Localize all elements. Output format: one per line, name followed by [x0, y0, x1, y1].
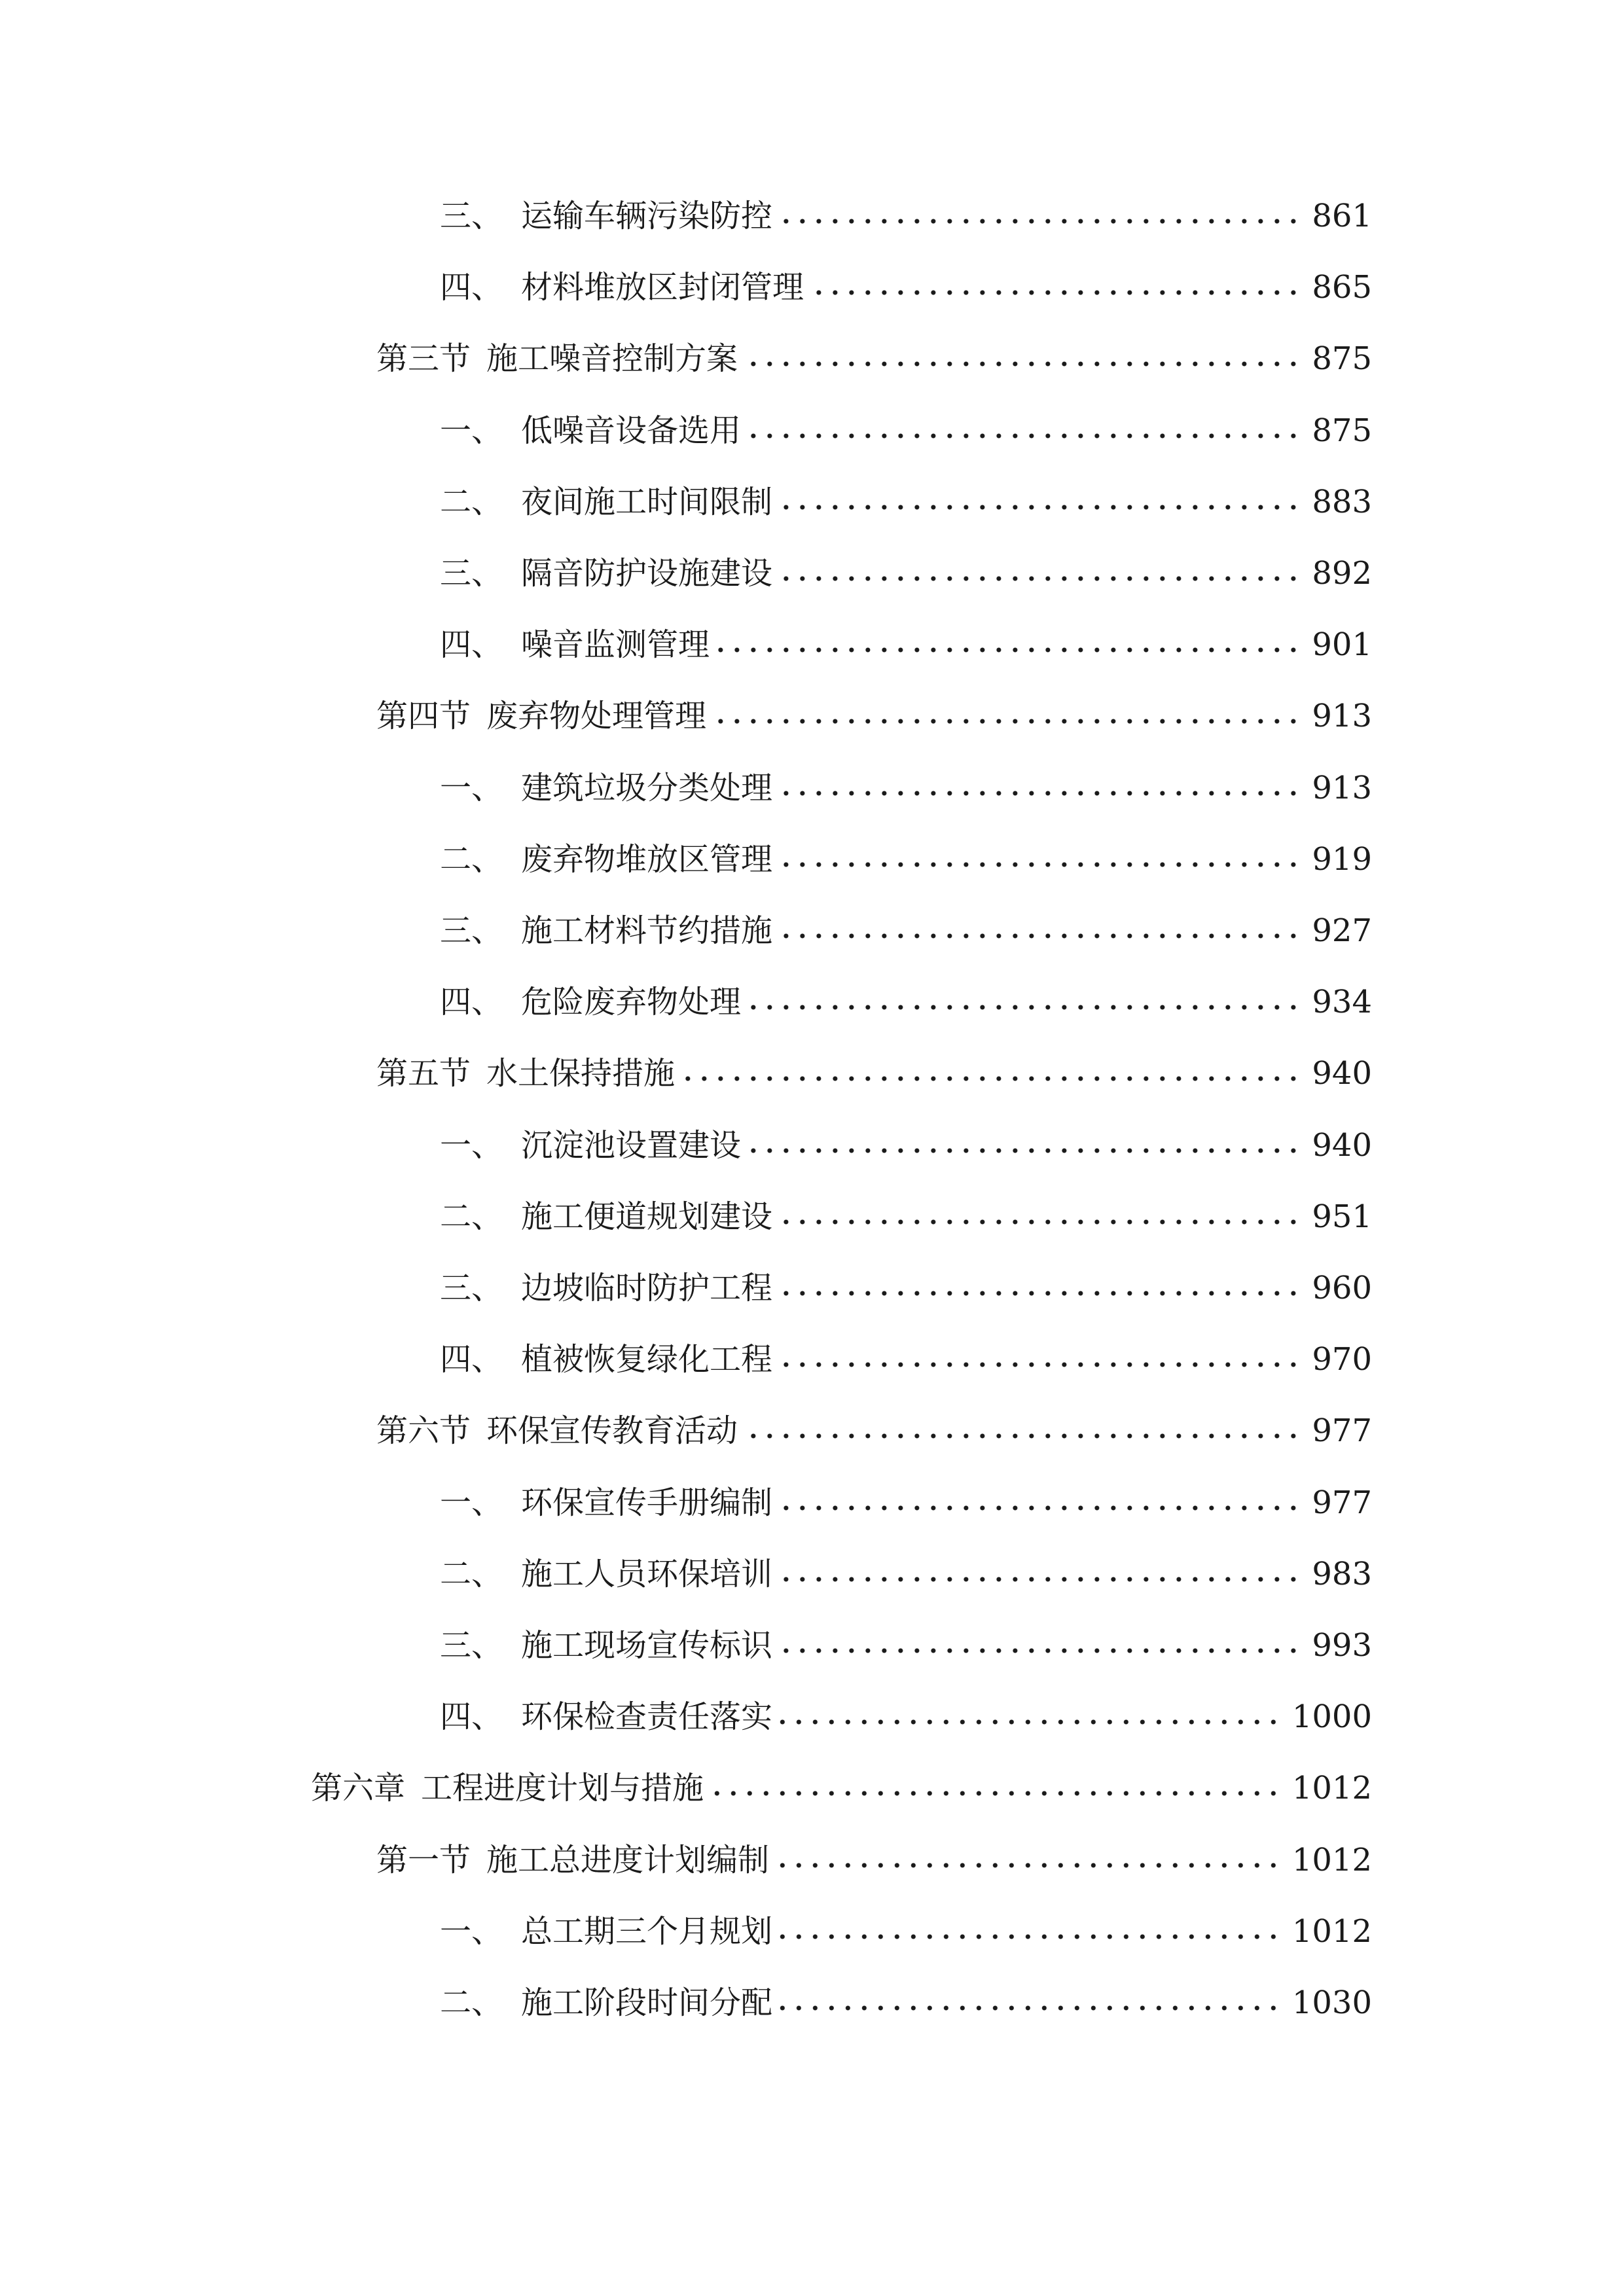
toc-entry[interactable] — [440, 1618, 1372, 1673]
toc-entry-number: 一、 — [440, 412, 503, 449]
toc-entry-number: 第五节 — [376, 1055, 471, 1092]
toc-entry[interactable] — [376, 1046, 1372, 1101]
toc-entry[interactable] — [440, 903, 1372, 958]
toc-entry-title: 噪音监测管理 — [521, 626, 710, 663]
toc-entry-title: 工程进度计划与措施 — [421, 1770, 704, 1806]
toc-entry-page-number: 883 — [1312, 484, 1372, 520]
toc-entry-number: 四、 — [440, 626, 503, 663]
dot-leader — [779, 1641, 1301, 1660]
toc-entry-page-number: 865 — [1312, 269, 1372, 306]
toc-entry-page-number: 960 — [1312, 1270, 1372, 1306]
dot-leader — [779, 926, 1301, 946]
toc-entry[interactable] — [440, 1332, 1372, 1387]
toc-entry-number: 二、 — [440, 841, 503, 878]
toc-entry[interactable] — [440, 761, 1372, 816]
toc-entry-page-number: 1012 — [1291, 1770, 1372, 1806]
dot-leader — [681, 1069, 1301, 1088]
toc-entry-page-number: 1012 — [1291, 1842, 1372, 1878]
toc-entry[interactable] — [311, 1761, 1372, 1816]
toc-entry[interactable] — [440, 1547, 1372, 1602]
toc-entry[interactable] — [440, 546, 1372, 601]
dot-leader — [779, 1998, 1282, 2018]
toc-entry-title: 环保检查责任落实 — [521, 1698, 773, 1735]
dot-leader — [744, 1426, 1301, 1446]
dot-leader — [810, 283, 1301, 302]
toc-entry-number: 二、 — [440, 1556, 503, 1592]
dot-leader — [713, 711, 1301, 731]
toc-entry-page-number: 977 — [1312, 1412, 1372, 1449]
dot-leader — [779, 855, 1301, 874]
toc-entry-page-number: 934 — [1312, 984, 1372, 1020]
dot-leader — [779, 1212, 1301, 1232]
toc-entry-page-number: 861 — [1312, 198, 1372, 234]
toc-entry[interactable] — [440, 832, 1372, 887]
toc-entry-number: 四、 — [440, 1698, 503, 1735]
toc-entry-number: 三、 — [440, 1270, 503, 1306]
toc-entry-number: 三、 — [440, 198, 503, 234]
toc-entry[interactable] — [440, 1261, 1372, 1316]
dot-leader — [779, 783, 1301, 803]
toc-entry-number: 一、 — [440, 770, 503, 806]
toc-entry-page-number: 875 — [1312, 340, 1372, 377]
toc-entry-title: 植被恢复绿化工程 — [521, 1341, 773, 1378]
toc-entry-title: 施工现场宣传标识 — [521, 1627, 773, 1664]
dot-leader — [779, 1712, 1282, 1732]
toc-entry-title: 建筑垃圾分类处理 — [521, 770, 773, 806]
toc-entry-title: 边坡临时防护工程 — [521, 1270, 773, 1306]
toc-entry-title: 总工期三个月规划 — [521, 1913, 773, 1950]
toc-entry-page-number: 875 — [1312, 412, 1372, 449]
toc-entry-title: 低噪音设备选用 — [521, 412, 742, 449]
toc-entry-title: 废弃物堆放区管理 — [521, 841, 773, 878]
dot-leader — [779, 1355, 1301, 1374]
dot-leader — [748, 1141, 1301, 1160]
dot-leader — [776, 1856, 1282, 1875]
dot-leader — [779, 1927, 1282, 1946]
toc-entry[interactable] — [440, 260, 1372, 315]
toc-entry[interactable] — [440, 1118, 1372, 1173]
toc-entry-title: 施工便道规划建设 — [521, 1198, 773, 1235]
toc-entry-number: 一、 — [440, 1127, 503, 1164]
toc-entry-number: 第三节 — [376, 340, 471, 377]
toc-entry-page-number: 913 — [1312, 770, 1372, 806]
toc-entry-title: 环保宣传手册编制 — [521, 1484, 773, 1521]
toc-entry-number: 三、 — [440, 555, 503, 592]
toc-entry[interactable] — [376, 1833, 1372, 1888]
toc-entry-number: 三、 — [440, 1627, 503, 1664]
dot-leader — [748, 426, 1301, 446]
toc-entry-page-number: 1000 — [1291, 1698, 1372, 1735]
toc-entry-page-number: 940 — [1312, 1055, 1372, 1092]
toc-entry-number: 第一节 — [376, 1842, 471, 1878]
toc-entry[interactable] — [376, 331, 1372, 386]
dot-leader — [744, 354, 1301, 374]
toc-entry-title: 施工总进度计划编制 — [486, 1842, 770, 1878]
dot-leader — [779, 569, 1301, 588]
toc-entry-title: 夜间施工时间限制 — [521, 484, 773, 520]
toc-entry-title: 废弃物处理管理 — [486, 698, 707, 734]
toc-entry-title: 环保宣传教育活动 — [486, 1412, 738, 1449]
toc-entry-title: 施工噪音控制方案 — [486, 340, 738, 377]
dot-leader — [779, 1283, 1301, 1303]
toc-entry-page-number: 940 — [1312, 1127, 1372, 1164]
toc-entry[interactable] — [440, 1975, 1372, 2030]
toc-entry-number: 四、 — [440, 1341, 503, 1378]
toc-entry-number: 三、 — [440, 912, 503, 949]
toc-entry-title: 危险废弃物处理 — [521, 984, 742, 1020]
toc-entry[interactable] — [440, 188, 1372, 243]
toc-entry-page-number: 927 — [1312, 912, 1372, 949]
toc-entry-page-number: 951 — [1312, 1198, 1372, 1235]
toc-entry-page-number: 901 — [1312, 626, 1372, 663]
toc-entry-page-number: 1012 — [1291, 1913, 1372, 1950]
toc-entry-page-number: 919 — [1312, 841, 1372, 878]
toc-entry-page-number: 993 — [1312, 1627, 1372, 1664]
toc-entry-title: 隔音防护设施建设 — [521, 555, 773, 592]
toc-entry-title: 材料堆放区封闭管理 — [521, 269, 804, 306]
toc-entry[interactable] — [440, 475, 1372, 529]
toc-entry[interactable] — [440, 1475, 1372, 1530]
toc-entry-number: 一、 — [440, 1913, 503, 1950]
toc-entry-number: 第四节 — [376, 698, 471, 734]
toc-entry-title: 施工阶段时间分配 — [521, 1984, 773, 2021]
dot-leader — [710, 1784, 1282, 1803]
toc-entry-number: 一、 — [440, 1484, 503, 1521]
toc-entry[interactable] — [440, 1189, 1372, 1244]
toc-entry-number: 二、 — [440, 1984, 503, 2021]
toc-entry-number: 第六节 — [376, 1412, 471, 1449]
toc-entry-page-number: 977 — [1312, 1484, 1372, 1521]
toc-entry-page-number: 913 — [1312, 698, 1372, 734]
toc-entry-number: 第六章 — [311, 1770, 406, 1806]
toc-entry-title: 沉淀池设置建设 — [521, 1127, 742, 1164]
toc-entry-title: 运输车辆污染防控 — [521, 198, 773, 234]
toc-entry[interactable] — [440, 403, 1372, 458]
toc-entry-page-number: 1030 — [1291, 1984, 1372, 2021]
toc-entry-number: 二、 — [440, 1198, 503, 1235]
toc-entry-page-number: 983 — [1312, 1556, 1372, 1592]
dot-leader — [779, 211, 1301, 231]
dot-leader — [779, 1498, 1301, 1518]
toc-entry[interactable] — [440, 1689, 1372, 1744]
dot-leader — [748, 997, 1301, 1017]
dot-leader — [716, 640, 1301, 660]
toc-entry[interactable] — [440, 1904, 1372, 1959]
dot-leader — [779, 1570, 1301, 1589]
toc-entry-title: 施工人员环保培训 — [521, 1556, 773, 1592]
dot-leader — [779, 497, 1301, 517]
toc-entry-number: 四、 — [440, 269, 503, 306]
toc-entry-number: 四、 — [440, 984, 503, 1020]
toc-entry-page-number: 892 — [1312, 555, 1372, 592]
toc-entry-number: 二、 — [440, 484, 503, 520]
toc-entry[interactable] — [376, 689, 1372, 744]
toc-entry[interactable] — [440, 975, 1372, 1030]
toc-entry-title: 施工材料节约措施 — [521, 912, 773, 949]
toc-entry-page-number: 970 — [1312, 1341, 1372, 1378]
toc-entry-title: 水土保持措施 — [486, 1055, 676, 1092]
toc-entry[interactable] — [376, 1403, 1372, 1458]
toc-entry[interactable] — [440, 617, 1372, 672]
